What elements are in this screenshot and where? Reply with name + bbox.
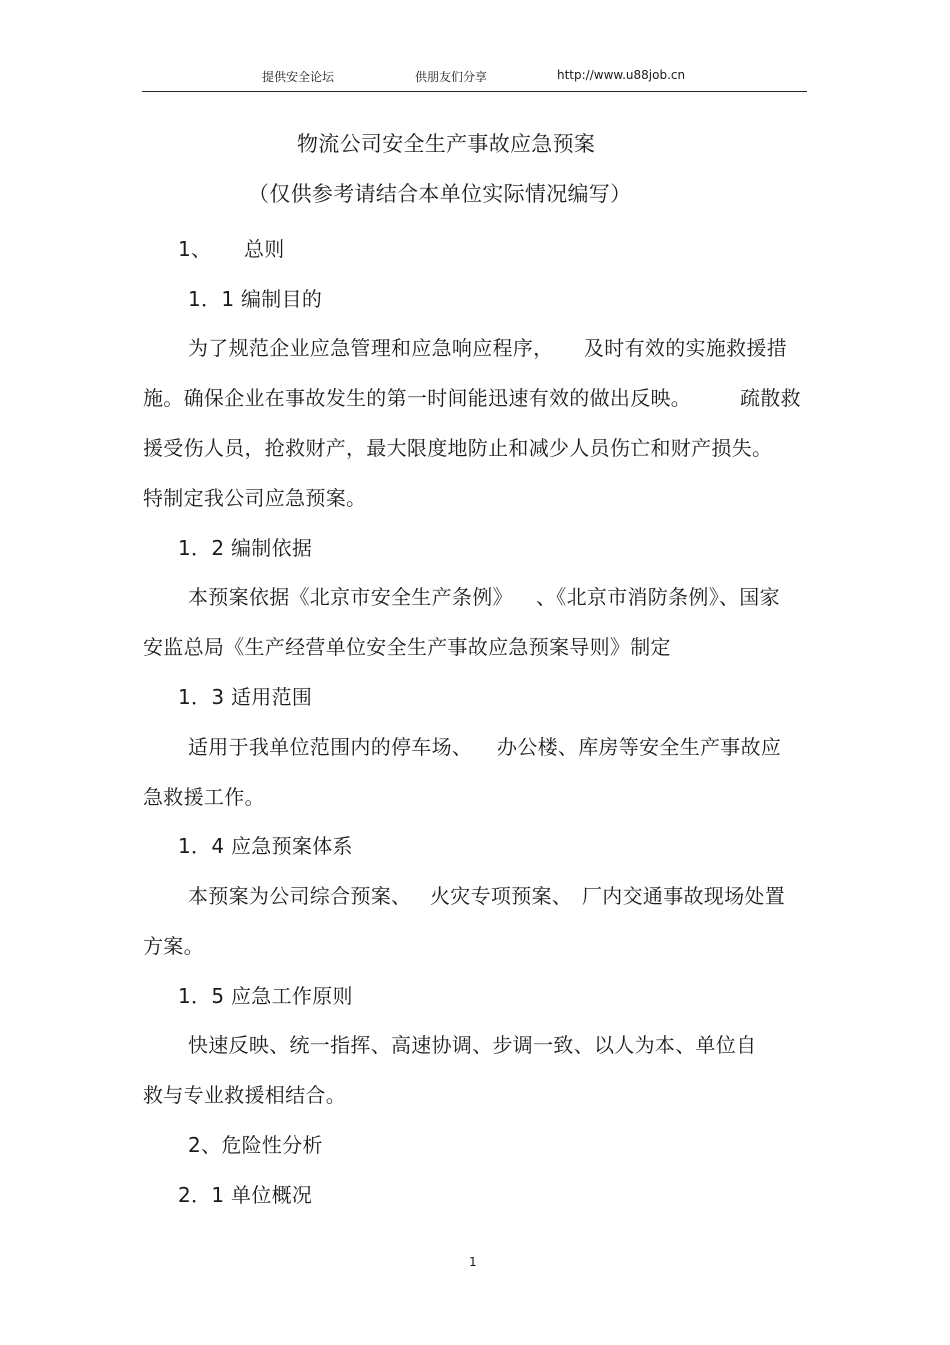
section-1-title: 总则 — [244, 237, 285, 261]
page-number: 1 — [469, 1255, 477, 1269]
section-2-heading: 2、危险性分析 — [188, 1133, 323, 1157]
s1-1-line2b: 疏散救 — [740, 386, 801, 410]
s1-5-line2: 救与专业救援相结合。 — [143, 1083, 346, 1107]
header-rule — [142, 91, 807, 92]
s1-3-line1a: 适用于我单位范围内的停车场、 — [188, 735, 473, 759]
section-1-1-heading: 1．1 编制目的 — [188, 287, 323, 311]
s1-4-line1a: 本预案为公司综合预案、 — [188, 884, 412, 908]
section-2-1-heading: 2．1 单位概况 — [178, 1183, 313, 1207]
section-1-2-heading: 1．2 编制依据 — [178, 536, 313, 560]
s1-4-line1b: 火灾专项预案、 — [430, 884, 573, 908]
header-url[interactable]: http://www.u88job.cn — [557, 68, 686, 82]
s1-1-line1b: 及时有效的实施救援措 — [584, 336, 787, 360]
s1-4-line2: 方案。 — [143, 934, 204, 958]
section-1-5-heading: 1．5 应急工作原则 — [178, 984, 353, 1008]
document-subtitle: （仅供参考请结合本单位实际情况编写） — [248, 182, 632, 206]
s1-4-line1c: 厂内交通事故现场处置 — [582, 884, 785, 908]
header-left: 提供安全论坛 — [262, 70, 335, 84]
s1-1-line2a: 施。确保企业在事故发生的第一时间能迅速有效的做出反映。 — [143, 386, 692, 410]
document-title: 物流公司安全生产事故应急预案 — [297, 132, 596, 156]
s1-2-line1b: 、《北京市消防条例》、国家 — [536, 585, 780, 609]
s1-3-line1b: 办公楼、库房等安全生产事故应 — [497, 735, 782, 759]
section-1-4-heading: 1．4 应急预案体系 — [178, 834, 353, 858]
section-1-3-heading: 1．3 适用范围 — [178, 685, 313, 709]
s1-3-line2: 急救援工作。 — [143, 785, 265, 809]
s1-1-line3: 援受伤人员，抢救财产，最大限度地防止和减少人员伤亡和财产损失。 — [143, 436, 773, 460]
s1-2-line1a: 本预案依据《北京市安全生产条例》 — [188, 585, 513, 609]
s1-2-line2: 安监总局《生产经营单位安全生产事故应急预案导则》制定 — [143, 635, 671, 659]
header-middle: 供朋友们分享 — [415, 70, 488, 84]
section-1-number: 1、 — [178, 237, 212, 261]
s1-1-line4: 特制定我公司应急预案。 — [143, 486, 367, 510]
s1-1-line1a: 为了规范企业应急管理和应急响应程序， — [188, 336, 554, 360]
s1-5-line1: 快速反映、统一指挥、高速协调、步调一致、以人为本、单位自 — [188, 1033, 757, 1057]
